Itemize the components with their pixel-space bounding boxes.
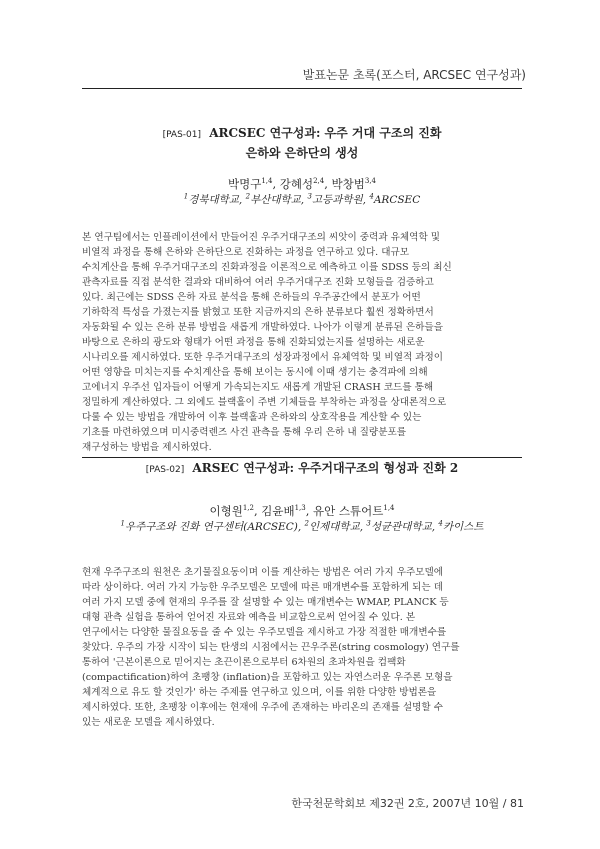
body-line: 본 연구팀에서는 인플레이션에서 만들어진 우주거대구조의 씨앗이 중력과 유체역학 및 [82, 232, 441, 243]
running-header: 발표논문 초록(포스터, ARCSEC 연구성과) [302, 68, 526, 82]
body-line: 시나리오를 제시하였다. 또한 우주거대구조의 성장과정에서 유체역학 및 비열적 과정이 [82, 352, 444, 363]
abstract-pas-01 [82, 124, 522, 455]
abstract-title-line: ARSEC 연구성과: 우주거대구조의 형성과 진화 2 [192, 461, 459, 475]
affiliation: 우주구조와 진화 연구센터(ARCSEC) [124, 521, 298, 533]
affil-sup: 2 [245, 192, 251, 201]
body-line: 찾았다. 우주의 가장 시작이 되는 탄생의 시점에서는 끈우주론(string cosmology) 연구를 [82, 642, 460, 653]
header-rule [82, 88, 522, 89]
affil-sup: 3 [307, 192, 312, 201]
body-line: 현재 우주구조의 원천은 초기물질요동이며 이를 계산하는 방법은 여러 가지 우주모델에 [82, 567, 444, 578]
author-list: 이형원$^{1,2}$, 김윤배$^{1,3}$, 유안 스튜어트$^{1,4}$ [209, 504, 395, 518]
body-line: 다룰 수 있는 방법을 개발하여 이후 블랙홀과 은하와의 상호작용을 계산할 수 있는 [82, 412, 422, 423]
abstract-pas-02 [82, 457, 522, 730]
body-line: 비열적 과정을 통해 은하와 은하단으로 진화하는 과정을 연구하고 있다. 대규모 [82, 247, 410, 258]
body-line: 관측자료를 직접 분석한 결과와 대비하여 여러 우주거대구조 진화 모형들을 검증하고 [82, 277, 434, 288]
affil-sup: 2 [304, 519, 309, 528]
affil-sup: 4 [369, 192, 374, 201]
abstract-title [82, 459, 522, 479]
abstract-code: [PAS-02] [145, 465, 185, 475]
author-sup: 2,4 [313, 177, 325, 186]
author-list: 박명구$^{1,4}$, 강혜성$^{2,4}$, 박창범$^{3,4}$ [227, 177, 377, 191]
body-line: 따라 상이하다. 여러 가지 가능한 우주모델은 모델에 따른 매개변수를 포함하게 되는 데 [82, 582, 443, 593]
body-line: 제시하였다. 또한, 초팽창 이후에는 현재에 우주에 존재하는 바리온의 존재를 설명할 수 [82, 702, 443, 713]
author-name: 강혜성 [279, 177, 314, 191]
body-line: 대형 관측 실험을 통하여 얻어진 자료와 예측을 비교함으로써 얻어질 수 있다. 본 [82, 612, 416, 623]
affiliation-list: $^1$우주구조와 진화 연구센터(ARCSEC), $^2$인제대학교, $^3$성균관대학교, $^4$카이스트 [120, 519, 484, 533]
author-sup: 1,2 [242, 504, 254, 513]
abstract-body [82, 230, 522, 455]
affiliation-list: $^1$경북대학교, $^2$부산대학교, $^3$고등과학원, $^4$ARCSEC [183, 192, 421, 206]
body-line: 여러 가지 모델 중에 현재의 우주를 잘 설명할 수 있는 매개변수는 WMAP, PLANCK 등 [82, 597, 449, 608]
body-line: 체계적으로 유도 할 것인가' 하는 주제를 연구하고 있으며, 이를 위한 다양한 방법론을 [82, 687, 437, 698]
author-name: 박창범 [331, 177, 365, 191]
abstract-body [82, 565, 522, 730]
body-line: 수치계산을 통해 우주거대구조의 진화과정을 이론적으로 예측하고 이를 SDSS 등의 최신 [82, 262, 452, 273]
affil-sup: 1 [120, 519, 125, 528]
affiliation: 경북대학교 [188, 194, 239, 206]
body-line: 자동화될 수 있는 은하 분류 방법을 새롭게 개발하였다. 나아가 이렇게 분류된 은하들을 [82, 322, 443, 333]
affil-sup: 4 [438, 519, 443, 528]
abstract-code: [PAS-01] [162, 130, 202, 140]
affiliation: 성균관대학교 [370, 521, 432, 533]
body-line: 고에너지 우주선 입자들이 어떻게 가속되는지도 새롭게 개발된 CRASH 코드를 통해 [82, 382, 434, 393]
page-footer: 한국천문학회보 제32권 2호, 2007년 10월 / 81 [291, 797, 524, 810]
body-line: 기초를 마련하였으며 미시중력렌즈 사건 관측을 통해 우리 은하 내 질량분포를 [82, 427, 407, 438]
author-sup: 1,3 [294, 504, 306, 513]
body-line: 어떤 영향을 미치는지를 수치계산을 통해 보이는 동시에 이때 생기는 충격파에 의해 [82, 367, 428, 378]
author-sup: 1,4 [261, 177, 273, 186]
affiliation: ARCSEC [373, 194, 421, 206]
abstract-title-line: ARCSEC 연구성과: 우주 거대 구조의 진화 [209, 126, 442, 140]
body-line: 있다. 최근에는 SDSS 은하 자료 분석을 통해 은하들의 우주공간에서 분포가 어떤 [82, 292, 421, 303]
author-sup: 3,4 [364, 177, 377, 186]
abstract-title-line: 은하와 은하단의 생성 [245, 146, 359, 160]
abstract-title [82, 124, 522, 144]
author-name: 박명구 [227, 177, 262, 191]
author-sup: 1,4 [383, 504, 395, 513]
affiliation: 카이스트 [442, 521, 484, 533]
affiliation: 부산대학교 [250, 194, 301, 206]
affiliation: 고등과학원 [311, 194, 363, 206]
affil-sup: 1 [183, 192, 189, 201]
body-line: 통하여 '근본이론으로 믿어지는 초끈이론으로부터 6차원의 초과차원을 컴팩화 [82, 657, 406, 668]
author-name: 이형원 [209, 504, 243, 518]
body-line: 정밀하게 계산하였다. 그 외에도 블랙홀이 주변 기체들을 부착하는 과정을 상대론적으로 [82, 397, 447, 408]
affiliation: 인제대학교 [309, 521, 360, 533]
body-line: 기하학적 특성을 가졌는지를 밝혔고 또한 지금까지의 은하 분류보다 훨씬 정확하면서 [82, 307, 434, 318]
body-line: 연구에서는 다양한 물질요동을 줄 수 있는 우주모델을 제시하고 가장 적절한 매개변수를 [82, 627, 447, 638]
author-name: 유안 스튜어트 [313, 504, 384, 518]
body-line: 있는 새로운 모델을 제시하였다. [82, 717, 215, 728]
affil-sup: 3 [366, 519, 371, 528]
body-line: (compactification)하여 초팽창 (inflation)을 포함하고 있는 자연스러운 우주론 모형을 [82, 672, 453, 683]
author-name: 김윤배 [261, 504, 295, 518]
body-line: 바탕으로 은하의 광도와 형태가 어떤 과정을 통해 진화되었는지를 설명하는 새로운 [82, 337, 425, 348]
body-line: 재구성하는 방법을 제시하였다. [82, 442, 212, 453]
